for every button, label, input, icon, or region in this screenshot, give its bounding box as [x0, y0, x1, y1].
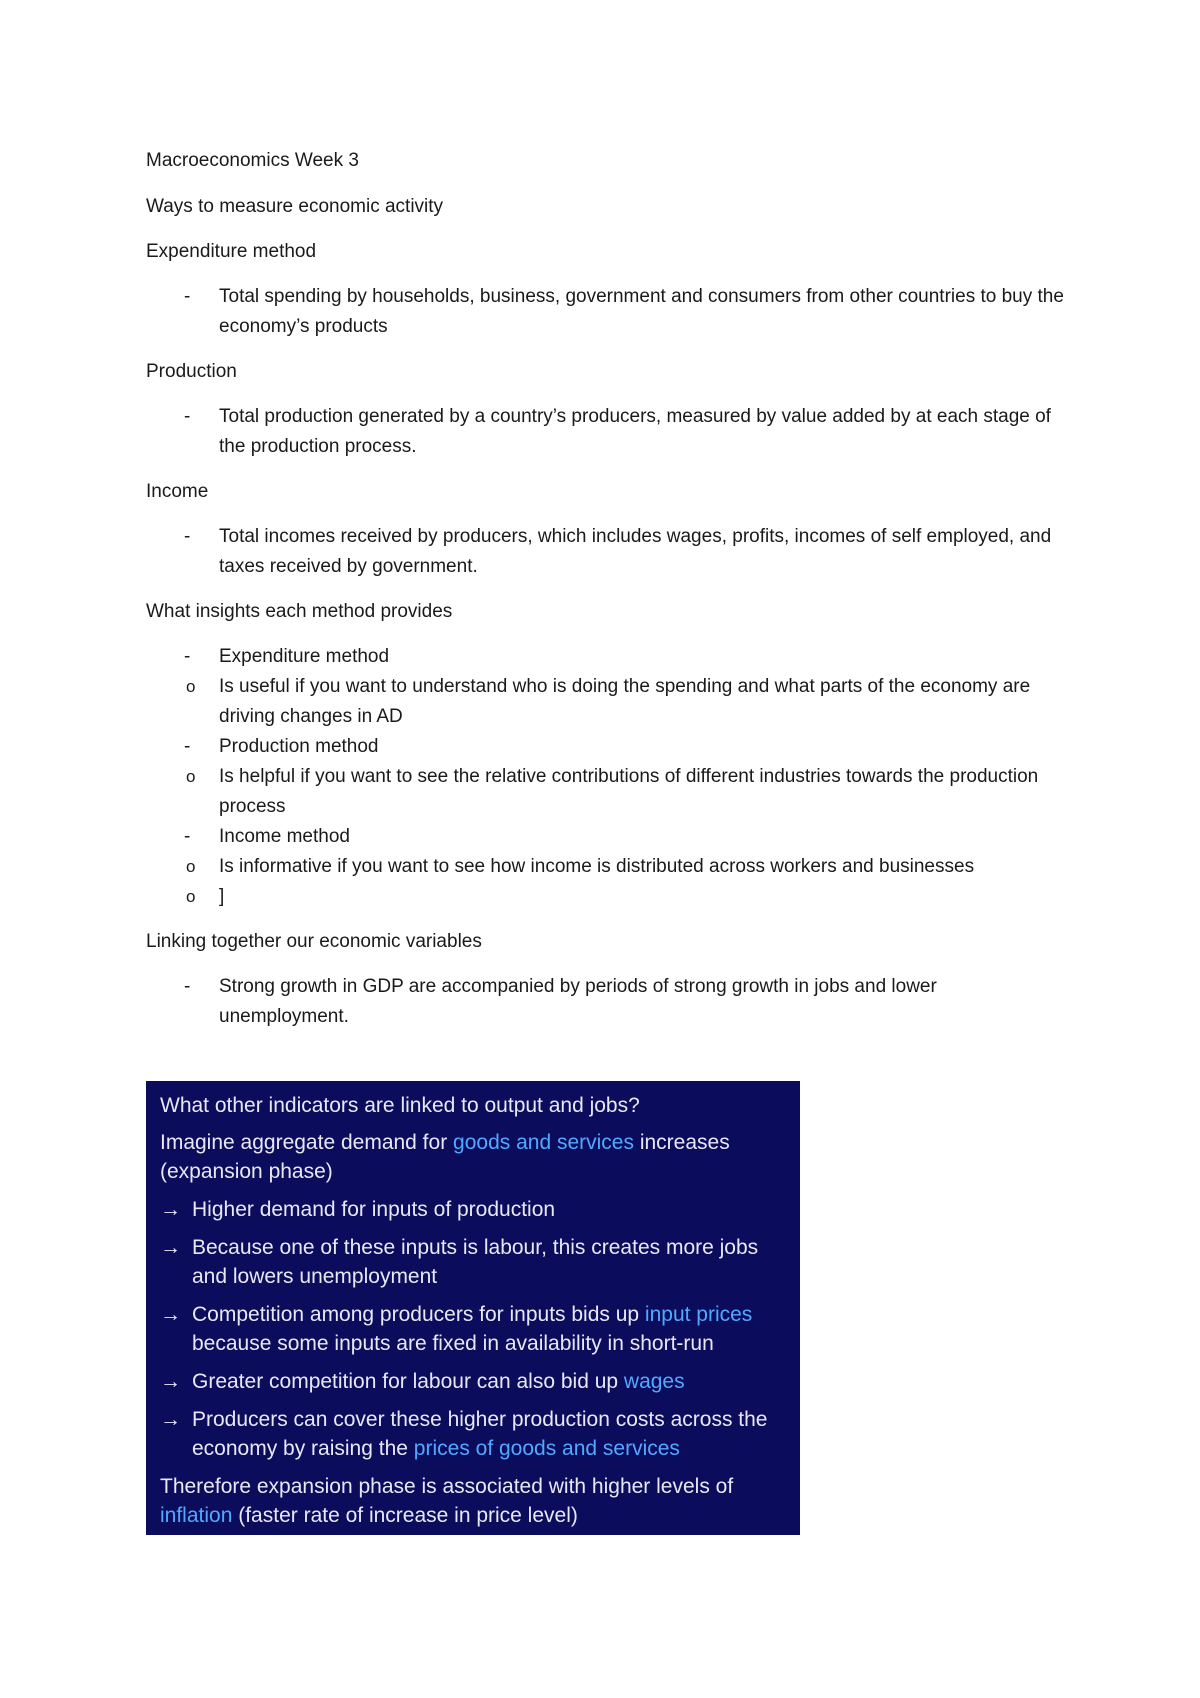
slide-intro-text-end: increases (expansion phase) [160, 1131, 730, 1183]
sub-bullet-text: Is useful if you want to understand who is doing the spending and what parts of the economy are driving changes in AD [219, 676, 1031, 727]
expenditure-bullet-list [146, 282, 1066, 342]
sub-list-item [146, 852, 1066, 882]
slide-highlight-wages: wages [623, 1370, 685, 1393]
sub-bullet-text: ] [219, 886, 225, 907]
slide-intro-text: Imagine aggregate demand for [160, 1131, 454, 1154]
insights-bullet-list [146, 642, 1066, 912]
bullet-dash: - [184, 646, 191, 667]
bullet-dash: - [184, 286, 191, 307]
slide-arrow-item [160, 1233, 786, 1291]
bullet-text: Strong growth in GDP are accompanied by periods of strong growth in jobs and lower unemployment. [219, 976, 937, 1027]
list-item [146, 522, 1066, 582]
section-heading-production: Production [146, 361, 237, 382]
sub-bullet-marker: o [186, 857, 196, 876]
bullet-text: Total spending by households, business, government and consumers from other countries to buy the economy’s products [219, 286, 1064, 337]
section-heading-ways: Ways to measure economic activity [146, 196, 444, 217]
list-item [146, 642, 1066, 672]
right-arrow-icon: → [160, 1408, 181, 1431]
bullet-text: Production method [219, 736, 379, 757]
right-arrow-icon: → [160, 1236, 181, 1259]
bullet-dash: - [184, 736, 191, 757]
sub-list-item [146, 672, 1066, 732]
list-item [146, 972, 1066, 1032]
list-item [146, 282, 1066, 342]
bullet-dash: - [184, 406, 191, 427]
embedded-slide-image [146, 1081, 800, 1535]
sub-bullet-marker: o [186, 767, 196, 786]
slide-arrow-item [160, 1300, 786, 1358]
bullet-text: Income method [219, 826, 350, 847]
bullet-text: Total production generated by a country’s producers, measured by value added by at each stage of the production process. [219, 406, 1051, 457]
bullet-dash: - [184, 976, 191, 997]
slide-highlight-inflation: inflation [160, 1504, 233, 1527]
slide-arrow-text-end: because some inputs are fixed in availability in short-run [192, 1332, 714, 1355]
document-title: Macroeconomics Week 3 [146, 150, 359, 171]
sub-bullet-text: Is informative if you want to see how income is distributed across workers and businesses [219, 856, 975, 877]
slide-arrow-item [160, 1367, 786, 1396]
bullet-dash: - [184, 826, 191, 847]
bullet-text: Total incomes received by producers, which includes wages, profits, incomes of self employed, and taxes received by government. [219, 526, 1052, 577]
slide-highlight-goods-services: goods and services [453, 1131, 634, 1154]
slide-conclusion [160, 1472, 786, 1530]
list-item [146, 732, 1066, 762]
right-arrow-icon: → [160, 1198, 181, 1221]
income-bullet-list [146, 522, 1066, 582]
slide-arrow-text: Higher demand for inputs of production [192, 1198, 556, 1221]
sub-list-item [146, 882, 1066, 912]
slide-arrow-text: Because one of these inputs is labour, this creates more jobs and lowers unemployment [192, 1236, 759, 1288]
slide-conclusion-text-end: (faster rate of increase in price level) [232, 1504, 578, 1527]
slide-highlight-prices: prices of goods and services [413, 1437, 680, 1460]
slide-heading: What other indicators are linked to output and jobs? [160, 1094, 640, 1117]
list-item [146, 822, 1066, 852]
section-heading-expenditure: Expenditure method [146, 241, 317, 262]
sub-list-item [146, 762, 1066, 822]
slide-arrow-text: Producers can cover these higher production costs across the economy by raising the [192, 1408, 768, 1460]
sub-bullet-marker: o [186, 677, 196, 696]
section-heading-income: Income [146, 481, 209, 502]
list-item [146, 402, 1066, 462]
linking-bullet-list [146, 972, 1066, 1032]
bullet-text: Expenditure method [219, 646, 390, 667]
slide-arrow-item [160, 1405, 786, 1463]
slide-arrow-text: Greater competition for labour can also bid up [192, 1370, 624, 1393]
slide-arrow-item [160, 1195, 786, 1224]
bullet-dash: - [184, 526, 191, 547]
slide-arrow-text: Competition among producers for inputs bids up [192, 1303, 645, 1326]
slide-conclusion-text: Therefore expansion phase is associated with higher levels of [160, 1475, 734, 1498]
slide-highlight-input-prices: input prices [644, 1303, 753, 1326]
slide-intro [160, 1128, 786, 1186]
section-heading-insights: What insights each method provides [146, 601, 453, 622]
sub-bullet-text: Is helpful if you want to see the relative contributions of different industries towards the production process [219, 766, 1039, 817]
right-arrow-icon: → [160, 1303, 181, 1326]
right-arrow-icon: → [160, 1370, 181, 1393]
section-heading-linking: Linking together our economic variables [146, 931, 482, 952]
production-bullet-list [146, 402, 1066, 462]
document-body [146, 146, 1066, 1047]
sub-bullet-marker: o [186, 887, 196, 906]
